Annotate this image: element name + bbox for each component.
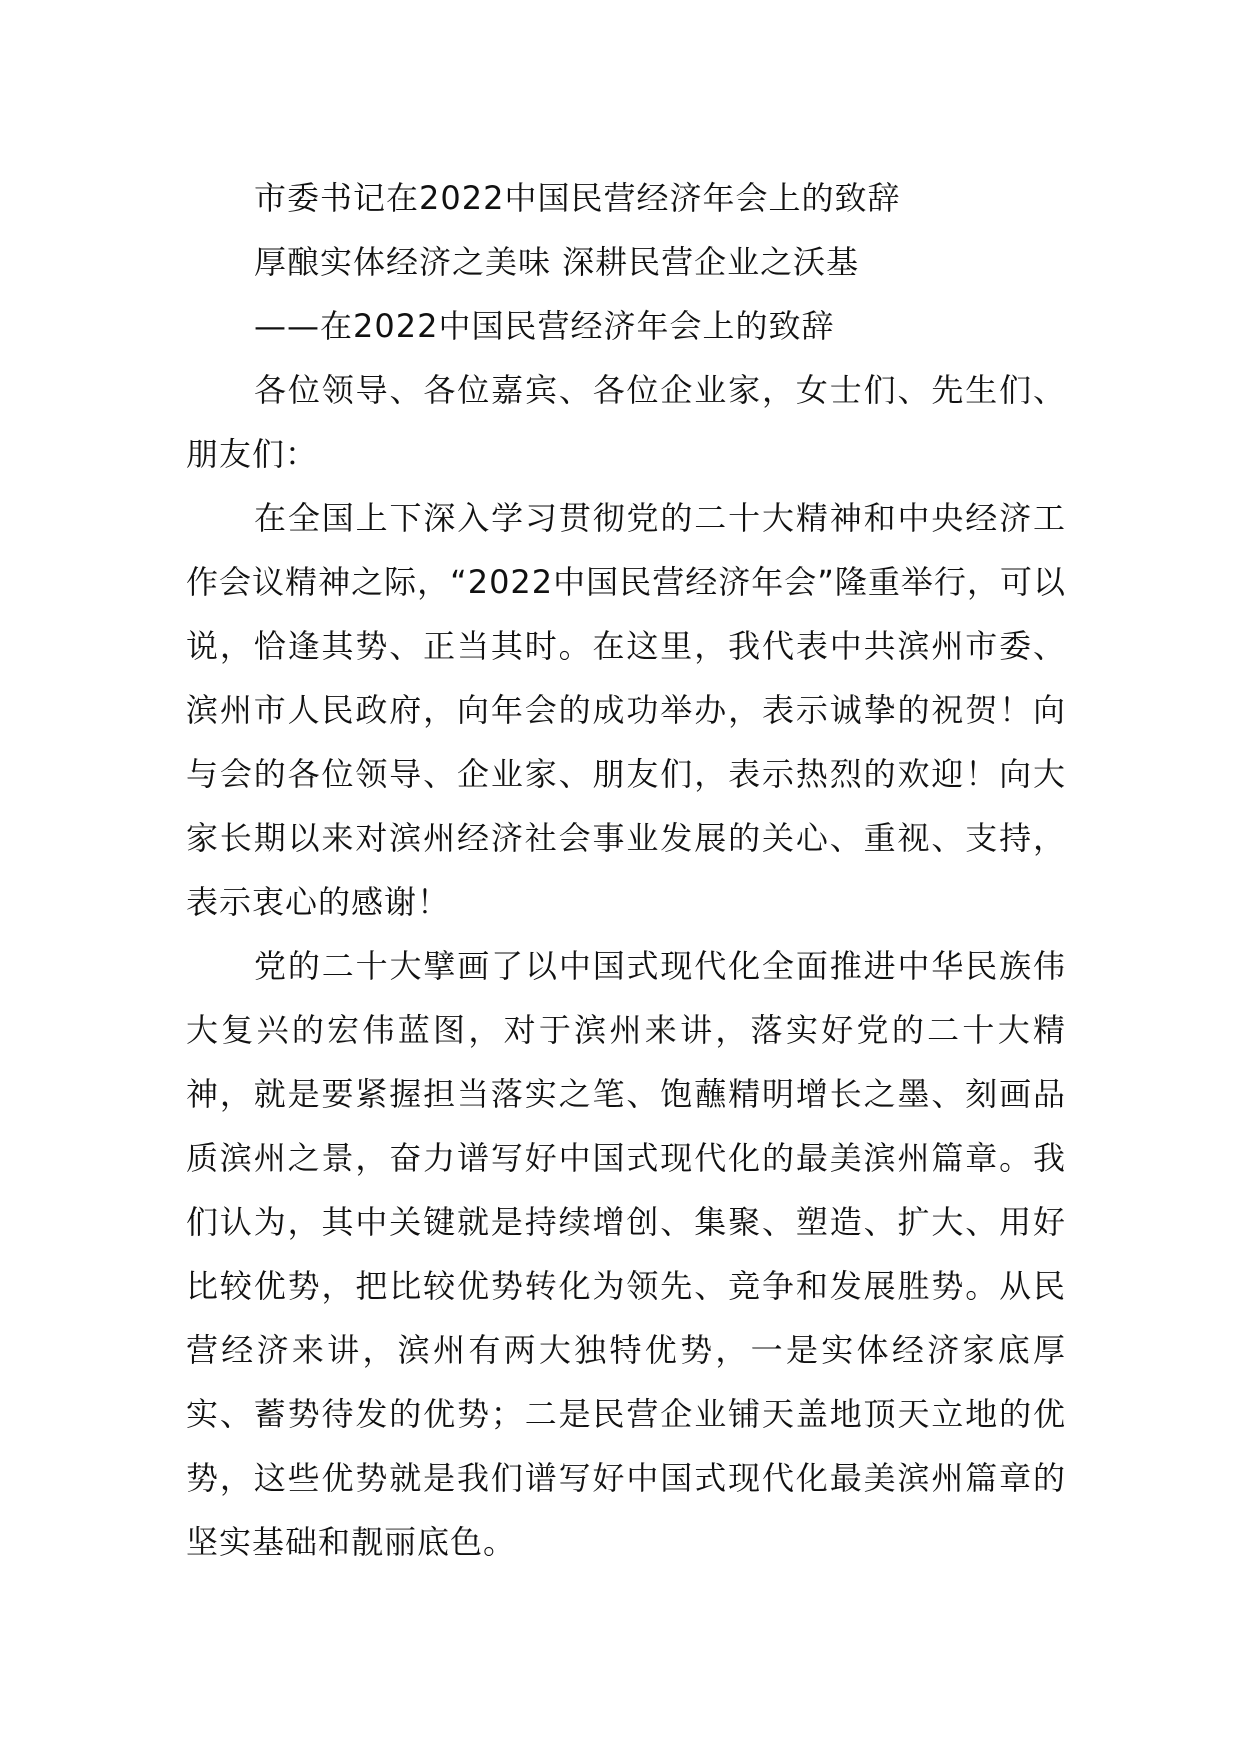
salutation: 各位领导、各位嘉宾、各位企业家，女士们、先生们、朋友们： <box>186 371 1066 473</box>
document-heading: 市委书记在2022中国民营经济年会上的致辞 <box>254 179 901 217</box>
speech-title: 厚酿实体经济之美味 深耕民营企业之沃基 <box>254 243 860 281</box>
speech-subtitle: ——在2022中国民营经济年会上的致辞 <box>254 307 835 345</box>
document-body <box>186 166 1066 1574</box>
paragraph-1: 在全国上下深入学习贯彻党的二十大精神和中央经济工作会议精神之际，“2022中国民营经济年会”隆重举行，可以说，恰逢其势、正当其时。在这里，我代表中共滨州市委、滨州市人民政府，向年会的成功举办，表示诚挚的祝贺！向与会的各位领导、企业家、朋友们，表示热烈的欢迎！向大家长期以来对滨州经济社会事业发展的关心、重视、支持，表示衷心的感谢！ <box>186 499 1066 921</box>
paragraph-2: 党的二十大擘画了以中国式现代化全面推进中华民族伟大复兴的宏伟蓝图，对于滨州来讲，落实好党的二十大精神，就是要紧握担当落实之笔、饱蘸精明增长之墨、刻画品质滨州之景，奋力谱写好中国式现代化的最美滨州篇章。我们认为，其中关键就是持续增创、集聚、塑造、扩大、用好比较优势，把比较优势转化为领先、竞争和发展胜势。从民营经济来讲，滨州有两大独特优势，一是实体经济家底厚实、蓄势待发的优势；二是民营企业铺天盖地顶天立地的优势，这些优势就是我们谱写好中国式现代化最美滨州篇章的坚实基础和靓丽底色。 <box>186 947 1066 1561</box>
